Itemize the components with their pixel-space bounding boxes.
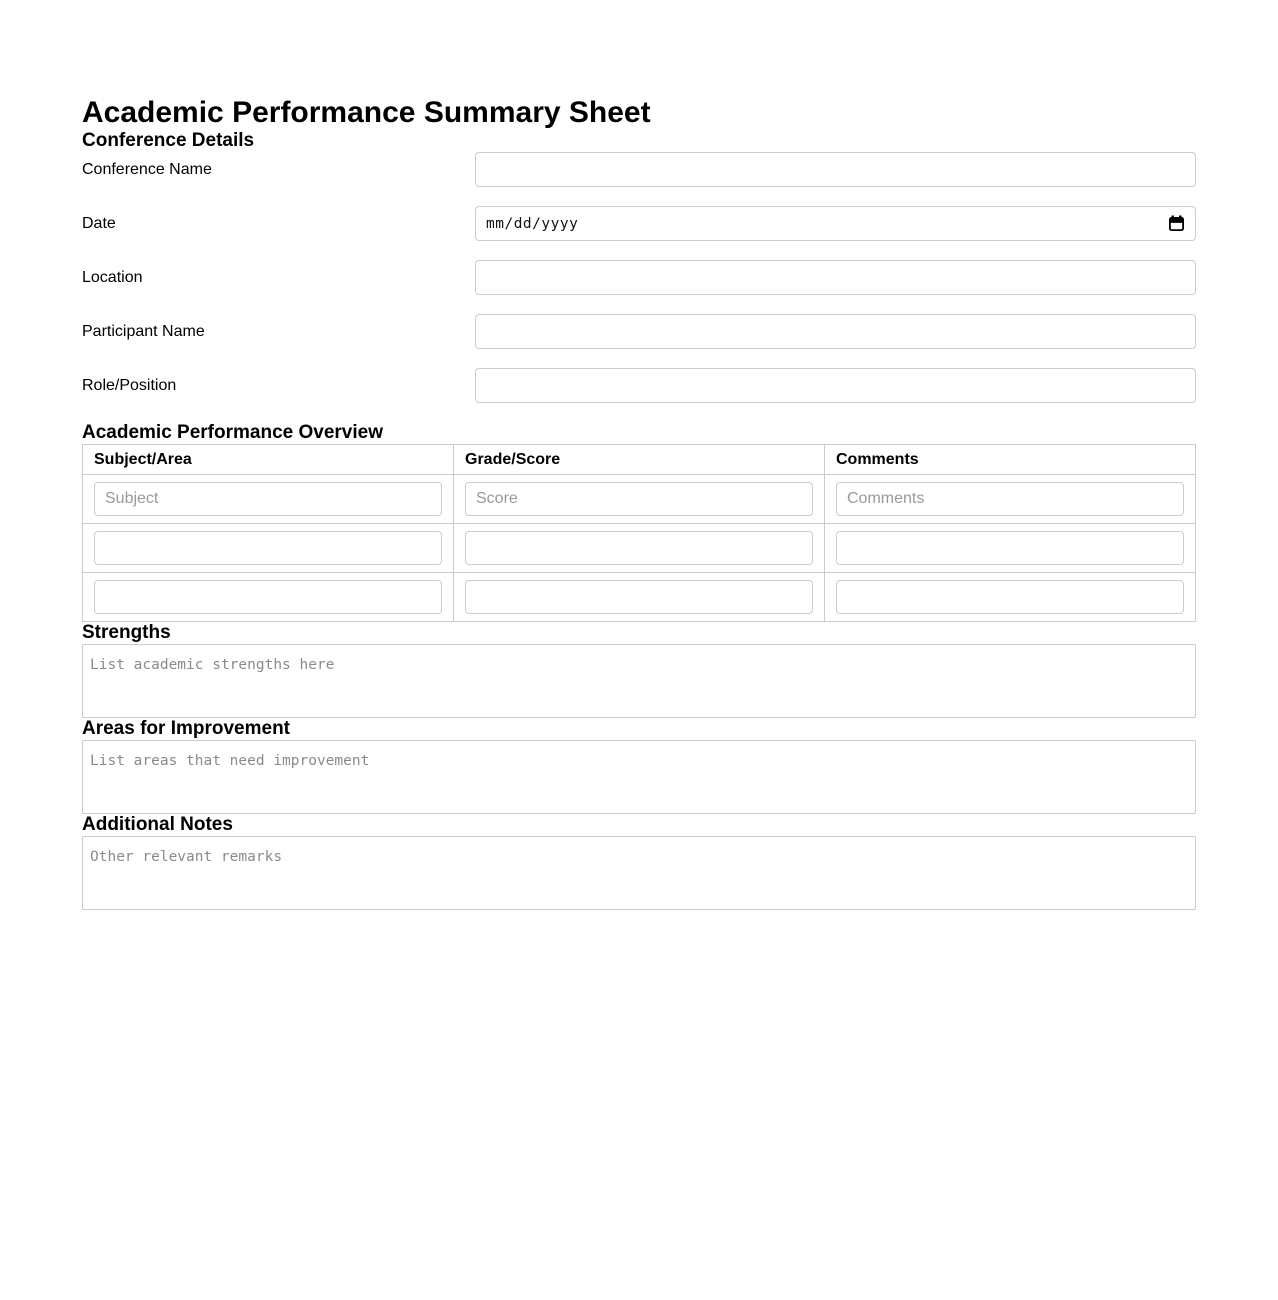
conference-name-input[interactable]	[475, 152, 1196, 187]
participant-name-label: Participant Name	[82, 322, 205, 340]
location-input[interactable]	[475, 260, 1196, 295]
subject-input-row-1[interactable]	[94, 482, 442, 516]
score-input-row-1[interactable]	[465, 482, 813, 516]
areas-for-improvement-heading: Areas for Improvement	[82, 718, 291, 739]
page-title: Academic Performance Summary Sheet	[82, 96, 651, 129]
participant-name-input[interactable]	[475, 314, 1196, 349]
comments-input-row-2[interactable]	[836, 531, 1184, 565]
column-header-subject-area: Subject/Area	[83, 445, 454, 475]
table-row	[83, 475, 1196, 524]
additional-notes-section	[82, 814, 1196, 910]
score-input-row-3[interactable]	[465, 580, 813, 614]
performance-table	[82, 444, 1196, 622]
column-header-comments: Comments	[825, 445, 1196, 475]
form-page	[82, 0, 1196, 1030]
performance-overview-heading: Academic Performance Overview	[82, 422, 383, 443]
role-position-input[interactable]	[475, 368, 1196, 403]
areas-for-improvement-textarea[interactable]	[82, 740, 1196, 814]
conference-details-heading: Conference Details	[82, 130, 255, 151]
date-placeholder-text: mm/dd/yyyy	[486, 215, 579, 232]
form-row-date	[82, 206, 1196, 241]
areas-for-improvement-section	[82, 718, 1196, 814]
role-position-label: Role/Position	[82, 376, 177, 394]
form-row-participant-name	[82, 314, 1196, 349]
additional-notes-heading: Additional Notes	[82, 814, 233, 835]
table-row	[83, 524, 1196, 573]
comments-input-row-3[interactable]	[836, 580, 1184, 614]
date-input[interactable]	[475, 206, 1196, 241]
form-row-conference-name	[82, 152, 1196, 187]
conference-details-section	[82, 130, 1196, 403]
subject-input-row-3[interactable]	[94, 580, 442, 614]
form-row-location	[82, 260, 1196, 295]
comments-input-row-1[interactable]	[836, 482, 1184, 516]
table-header-row	[83, 445, 1196, 475]
score-input-row-2[interactable]	[465, 531, 813, 565]
form-row-role-position	[82, 368, 1196, 403]
location-label: Location	[82, 268, 143, 286]
strengths-heading: Strengths	[82, 622, 171, 643]
subject-input-row-2[interactable]	[94, 531, 442, 565]
table-row	[83, 573, 1196, 622]
conference-name-label: Conference Name	[82, 160, 212, 178]
performance-overview-section	[82, 422, 1196, 622]
additional-notes-textarea[interactable]	[82, 836, 1196, 910]
strengths-textarea[interactable]	[82, 644, 1196, 718]
strengths-section	[82, 622, 1196, 718]
column-header-grade-score: Grade/Score	[454, 445, 825, 475]
date-label: Date	[82, 214, 116, 232]
calendar-icon[interactable]	[1168, 215, 1185, 232]
